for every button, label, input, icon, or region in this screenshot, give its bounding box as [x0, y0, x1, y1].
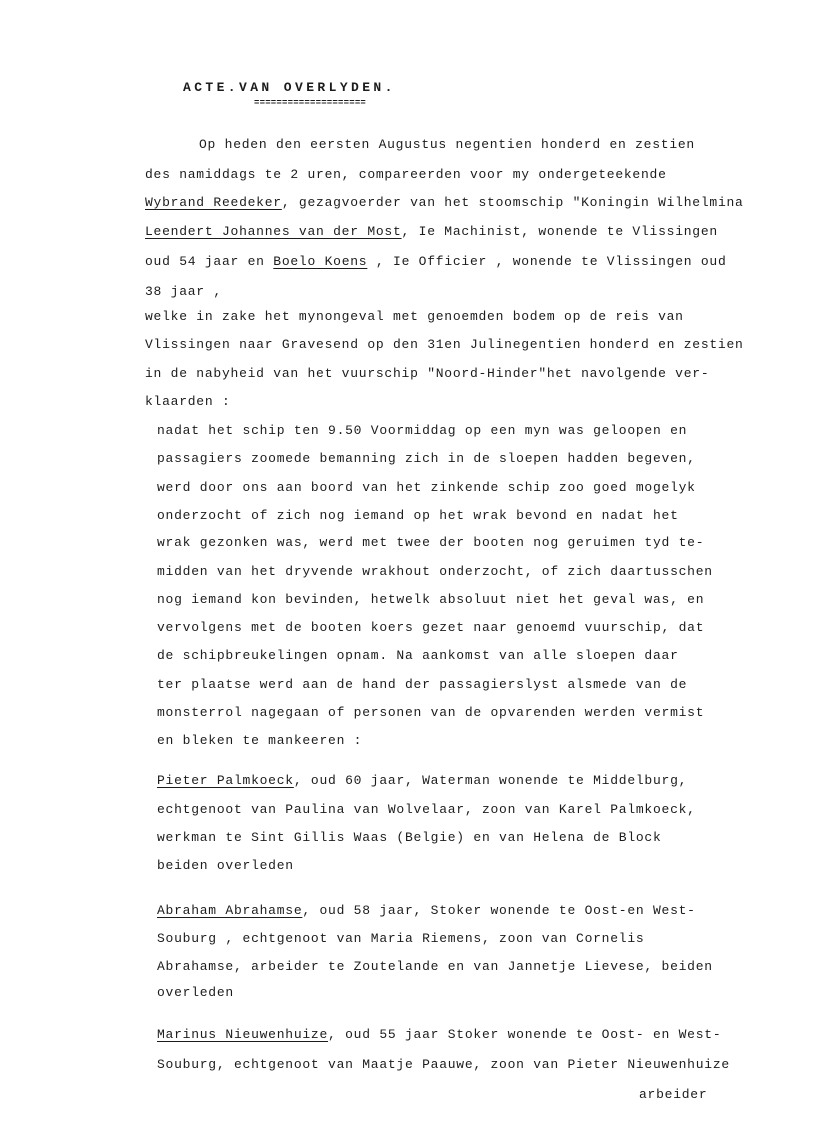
statement-line: nog iemand kon bevinden, hetwelk absoluut niet het geval was, en: [157, 592, 705, 607]
intro-line-5-rest: , Ie Officier , wonende te Vlissingen oud: [367, 254, 727, 269]
person-3-line-2: Souburg, echtgenoot van Maatje Paauwe, zoon van Pieter Nieuwenhuize: [157, 1057, 730, 1072]
intro-line-4: [145, 224, 718, 239]
document-title: ACTE.VAN OVERLYDEN.: [183, 80, 396, 95]
name-leendert-van-der-most: Leendert Johannes van der Most: [145, 224, 402, 239]
intro-line-9: in de nabyheid van het vuurschip "Noord-Hinder"het navolgende ver-: [145, 366, 710, 381]
statement-line: ter plaatse werd aan de hand der passagierslyst alsmede van de: [157, 677, 688, 692]
name-pieter-palmkoeck: Pieter Palmkoeck: [157, 773, 294, 788]
statement-line: vervolgens met de booten koers gezet naar genoemd vuurschip, dat: [157, 620, 705, 635]
person-2-line-4: overleden: [157, 985, 234, 1000]
intro-line-3-rest: , gezagvoerder van het stoomschip "Koningin Wilhelmina: [281, 195, 744, 210]
intro-line-6: 38 jaar ,: [145, 284, 222, 299]
person-2-line-3: Abrahamse, arbeider te Zoutelande en van Jannetje Lievese, beiden: [157, 959, 713, 974]
person-1-line-1: [157, 773, 687, 788]
intro-line-2: des namiddags te 2 uren, compareerden voor my ondergeteekende: [145, 167, 667, 182]
intro-line-5: [145, 254, 727, 269]
person-3-line-1-rest: , oud 55 jaar Stoker wonende te Oost- en West-: [328, 1027, 722, 1042]
intro-line-7: welke in zake het mynongeval met genoemden bodem op de reis van: [145, 309, 684, 324]
statement-line: monsterrol nagegaan of personen van de opvarenden werden vermist: [157, 705, 705, 720]
name-marinus-nieuwenhuize: Marinus Nieuwenhuize: [157, 1027, 329, 1042]
person-1-line-3: werkman te Sint Gillis Waas (Belgie) en van Helena de Block: [157, 830, 662, 845]
person-2-line-2: Souburg , echtgenoot van Maria Riemens, zoon van Cornelis: [157, 931, 645, 946]
person-1-line-1-rest: , oud 60 jaar, Waterman wonende te Middelburg,: [293, 773, 688, 788]
person-1-line-2: echtgenoot van Paulina van Wolvelaar, zoon van Karel Palmkoeck,: [157, 802, 696, 817]
statement-line: wrak gezonken was, werd met twee der booten nog geruimen tyd te-: [157, 535, 705, 550]
person-3-line-1: [157, 1027, 721, 1042]
statement-line: de schipbreukelingen opnam. Na aankomst van alle sloepen daar: [157, 648, 679, 663]
statement-line: nadat het schip ten 9.50 Voormiddag op een myn was geloopen en: [157, 423, 688, 438]
title-underline: ====================: [254, 98, 367, 108]
intro-line-8: Vlissingen naar Gravesend op den 31en Julinegentien honderd en zestien: [145, 337, 744, 352]
intro-line-4-rest: , Ie Machinist, wonende te Vlissingen: [401, 224, 718, 239]
statement-line: onderzocht of zich nog iemand op het wrak bevond en nadat het: [157, 508, 679, 523]
name-wybrand-reedeker: Wybrand Reedeker: [145, 195, 282, 210]
person-2-line-1: [157, 903, 696, 918]
person-1-line-4: beiden overleden: [157, 858, 294, 873]
person-2-line-1-rest: , oud 58 jaar, Stoker wonende te Oost-en West-: [302, 903, 696, 918]
statement-line: midden van het dryvende wrakhout onderzocht, of zich daartusschen: [157, 564, 713, 579]
statement-line: en bleken te mankeeren :: [157, 733, 363, 748]
intro-line-3: [145, 195, 744, 210]
intro-line-5-pre: oud 54 jaar en: [145, 254, 274, 269]
statement-line: werd door ons aan boord van het zinkende schip zoo goed mogelyk: [157, 480, 696, 495]
name-abraham-abrahamse: Abraham Abrahamse: [157, 903, 303, 918]
intro-line-10: klaarden :: [145, 394, 231, 409]
intro-line-1: Op heden den eersten Augustus negentien honderd en zestien: [199, 137, 695, 152]
person-3-line-3: arbeider: [639, 1087, 708, 1102]
name-boelo-koens: Boelo Koens: [273, 254, 368, 269]
statement-line: passagiers zoomede bemanning zich in de sloepen hadden begeven,: [157, 451, 696, 466]
